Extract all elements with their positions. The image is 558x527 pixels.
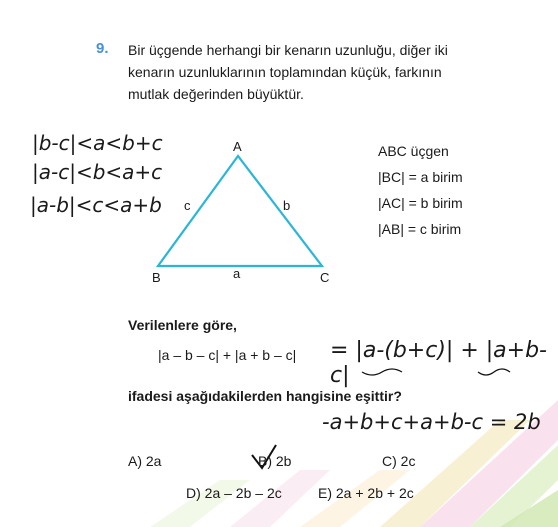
option-b-text: 2b — [275, 453, 292, 469]
question-label: ifadesi aşağıdakilerden hangisine eşittir? — [128, 388, 402, 404]
option-a-letter: A) — [128, 453, 142, 469]
handwritten-inequality-2: |a-c|<b<a+c — [32, 160, 163, 184]
statement-line-2: kenarın uzunluklarının toplamından küçük, farkının — [128, 64, 442, 80]
option-b[interactable] — [258, 453, 291, 469]
definition-ac: |AC| = b birim — [378, 195, 463, 211]
side-b-label: b — [283, 198, 291, 213]
definition-bc: |BC| = a birim — [378, 169, 463, 185]
option-e[interactable] — [318, 485, 414, 501]
option-c-letter: C) — [382, 453, 397, 469]
statement-line-1: Bir üçgende herhangi bir kenarın uzunluğu, diğer iki — [128, 42, 448, 58]
option-d-text: 2a – 2b – 2c — [204, 485, 282, 501]
side-a-label: a — [233, 266, 241, 281]
vertex-a-label: A — [233, 139, 242, 154]
handwritten-result: -a+b+c+a+b-c = 2b — [322, 410, 541, 434]
handwritten-work: = |a-(b+c)| + |a+b-c| — [330, 338, 547, 388]
vertex-c-label: C — [320, 270, 330, 285]
option-b-letter: B) — [258, 453, 272, 469]
option-c-text: 2c — [400, 453, 416, 469]
definition-ab: |AB| = c birim — [378, 221, 462, 237]
handwritten-inequality-1: |b-c|<a<b+c — [32, 131, 163, 155]
expression: |a – b – c| + |a + b – c| — [158, 347, 297, 363]
given-label: Verilenlere göre, — [128, 317, 237, 333]
option-a[interactable] — [128, 453, 161, 469]
question-number: 9. — [96, 40, 109, 57]
definition-title: ABC üçgen — [378, 143, 449, 159]
option-c[interactable] — [382, 453, 415, 469]
option-d[interactable] — [186, 485, 282, 501]
vertex-b-label: B — [152, 270, 161, 285]
side-c-label: c — [184, 198, 191, 213]
option-e-text: 2a + 2b + 2c — [335, 485, 414, 501]
option-d-letter: D) — [186, 485, 201, 501]
option-a-text: 2a — [145, 453, 162, 469]
statement-line-3: mutlak değerinden büyüktür. — [128, 86, 304, 102]
handwritten-inequality-3: |a-b|<c<a+b — [30, 193, 162, 217]
option-e-letter: E) — [318, 485, 332, 501]
